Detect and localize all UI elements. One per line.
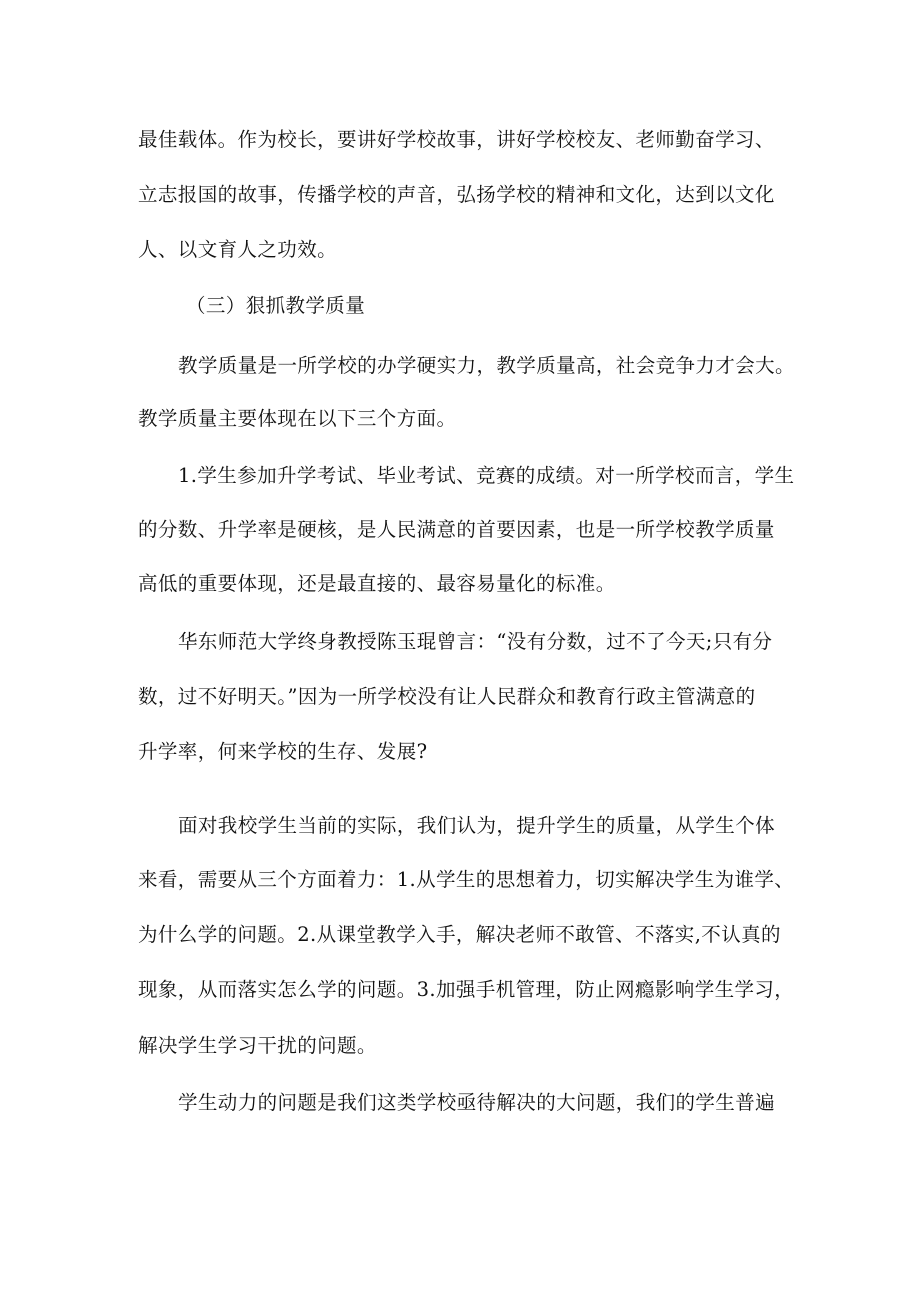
text-line: 人、以文育人之功效。: [138, 238, 338, 261]
text-line: 立志报国的故事，传播学校的声音，弘扬学校的精神和文化，达到以文化: [138, 183, 775, 206]
text-line: 教学质量主要体现在以下三个方面。: [138, 407, 457, 430]
text-line: 解决学生学习干扰的问题。: [138, 1034, 377, 1057]
text-line: 升学率，何来学校的生存、发展?: [138, 740, 428, 763]
text-line: 为什么学的问题。2.从课堂教学入手，解决老师不敢管、不落实,不认真的: [138, 923, 781, 946]
text-line: 的分数、升学率是硬核，是人民满意的首要因素，也是一所学校教学质量: [138, 518, 775, 541]
text-line: 教学质量是一所学校的办学硬实力，教学质量高，社会竞争力才会大。: [178, 354, 795, 377]
section-heading: （三）狠抓教学质量: [186, 294, 366, 317]
text-line: 现象，从而落实怎么学的问题。3.加强手机管理，防止网瘾影响学生学习，: [138, 978, 795, 1001]
text-line: 1.学生参加升学考试、毕业考试、竞赛的成绩。对一所学校而言，学生: [178, 464, 795, 487]
text-line: 数，过不好明天。”因为一所学校没有让人民群众和教育行政主管满意的: [138, 685, 756, 708]
text-line: 来看，需要从三个方面着力：1.从学生的思想着力，切实解决学生为谁学、: [138, 868, 795, 891]
text-line: 学生动力的问题是我们这类学校亟待解决的大问题，我们的学生普遍: [178, 1091, 776, 1114]
text-line: 华东师范大学终身教授陈玉琨曾言：“没有分数，过不了今天;只有分: [178, 630, 773, 653]
text-line: 高低的重要体现，还是最直接的、最容易量化的标准。: [138, 572, 616, 595]
text-line: 最佳载体。作为校长，要讲好学校故事，讲好学校校友、老师勤奋学习、: [138, 128, 775, 151]
text-line: 面对我校学生当前的实际，我们认为，提升学生的质量，从学生个体: [178, 814, 776, 837]
